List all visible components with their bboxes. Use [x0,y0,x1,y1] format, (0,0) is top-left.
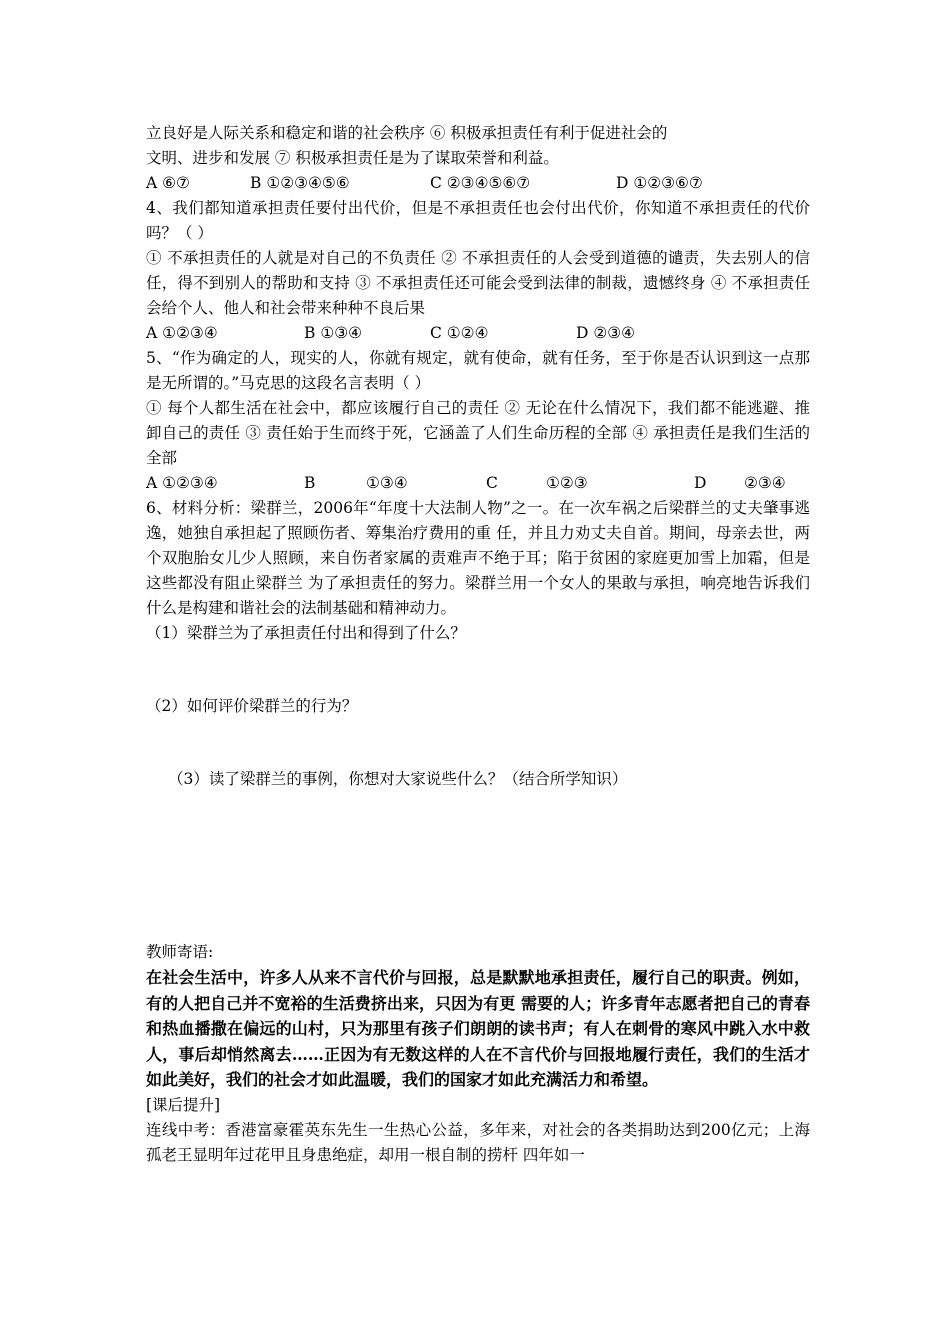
q6-material: 6、材料分析：梁群兰，2006年“年度十大法制人物”之一。在一次车祸之后梁群兰的丈夫肇事逃逸，她独自承担起了照顾伤者、筹集治疗费用的重 任，并且力劝丈夫自首。期间，母亲去世，两个双胞胎女儿少人照顾，来自伤者家属的责难声不绝于耳；陷于贫困的家庭更加雪上加霜，但是这些都没有阻止梁群兰 为了承担责任的努力。梁群兰用一个女人的果敢与承担，响亮地告诉我们什么是构建和谐社会的法制基础和精神动力。 [146,499,810,617]
q3-continuation-line2: 文明、进步和发展 ⑦ 积极承担责任是为了谋取荣誉和利益。 [146,149,559,167]
q4-option-c: C ①②④ [430,324,489,342]
q4-options [146,321,810,346]
q5-option-d-value: ②③④ [744,474,786,492]
q5-option-c-letter: C [486,474,498,492]
teacher-message: 在社会生活中，许多人从来不言代价与回报，总是默默地承担责任，履行自己的职责。例如，有的人把自己并不宽裕的生活费挤出来，只因为有更 需要的人；许多青年志愿者把自己的青春和热血播撒在偏远的山村，只为那里有孩子们朗朗的读书声；有人在刺骨的寒风中跳入水中救人，事后却悄然离去……正因为有无数这样的人在不言代价与回报地履行责任，我们的生活才如此美好，我们的社会才如此温暖，我们的国家才如此充满活力和希望。 [146,968,810,1089]
q5-stem: 5、“作为确定的人，现实的人，你就有规定，就有使命，就有任务，至于你是否认识到这一点那是无所谓的。”马克思的这段名言表明（ ） [146,349,810,392]
q5-option-b-value: ①③④ [366,474,408,492]
q3-option-d: D ①②③⑥⑦ [616,174,703,192]
teacher-message-heading: 教师寄语: [146,943,214,961]
q5-options [146,471,810,496]
q5-option-b-letter: B [304,474,316,492]
q3-option-c: C ②③④⑤⑥⑦ [430,174,531,192]
q5-statements: ① 每个人都生活在社会中，都应该履行自己的责任 ② 无论在什么情况下，我们都不能逃避、推卸自己的责任 ③ 责任始于生而终于死，它涵盖了人们生命历程的全部 ④ 承担责任是我们生活的全部 [146,399,810,467]
q5-option-c-value: ①②③ [546,474,588,492]
q4-statements: ① 不承担责任的人就是对自己的不负责任 ② 不承担责任的人会受到道德的谴责，失去别人的信任，得不到别人的帮助和支持 ③ 不承担责任还可能会受到法律的制裁，遗憾终身 ④ 不承担责任会给个人、他人和社会带来种种不良后果 [146,249,810,317]
q6-sub-question-1: （1）梁群兰为了承担责任付出和得到了什么？ [146,624,466,642]
q4-option-a: A ①②③④ [146,324,218,342]
q6-sub-question-2: （2）如何评价梁群兰的行为？ [146,697,358,715]
q5-option-d-letter: D [694,474,707,492]
document-body [146,121,810,1168]
q3-option-a: A ⑥⑦ [146,174,190,192]
q4-option-d: D ②③④ [576,324,636,342]
answer-space-2[interactable] [146,719,810,767]
q3-continuation-line1: 立良好是人际关系和稳定和谐的社会秩序 ⑥ 积极承担责任有利于促进社会的 [146,124,668,142]
answer-space-3[interactable] [146,792,810,940]
after-class-heading: [课后提升] [146,1095,221,1114]
after-class-text: 连线中考：香港富豪霍英东先生一生热心公益，多年来，对社会的各类捐助达到200亿元；上海孤老王显明年过花甲且身患绝症，却用一根自制的捞杆 四年如一 [146,1120,810,1164]
answer-space-1[interactable] [146,646,810,694]
q6-sub-question-3: （3）读了梁群兰的事例，你想对大家说些什么？（结合所学知识） [168,770,628,788]
q4-stem: 4、我们都知道承担责任要付出代价，但是不承担责任也会付出代价，你知道不承担责任的代价吗？（ ） [146,199,810,242]
q4-option-b: B ①③④ [304,324,363,342]
q5-option-a: A ①②③④ [146,474,218,492]
q3-option-b: B ①②③④⑤⑥ [250,174,350,192]
q3-options [146,171,810,196]
